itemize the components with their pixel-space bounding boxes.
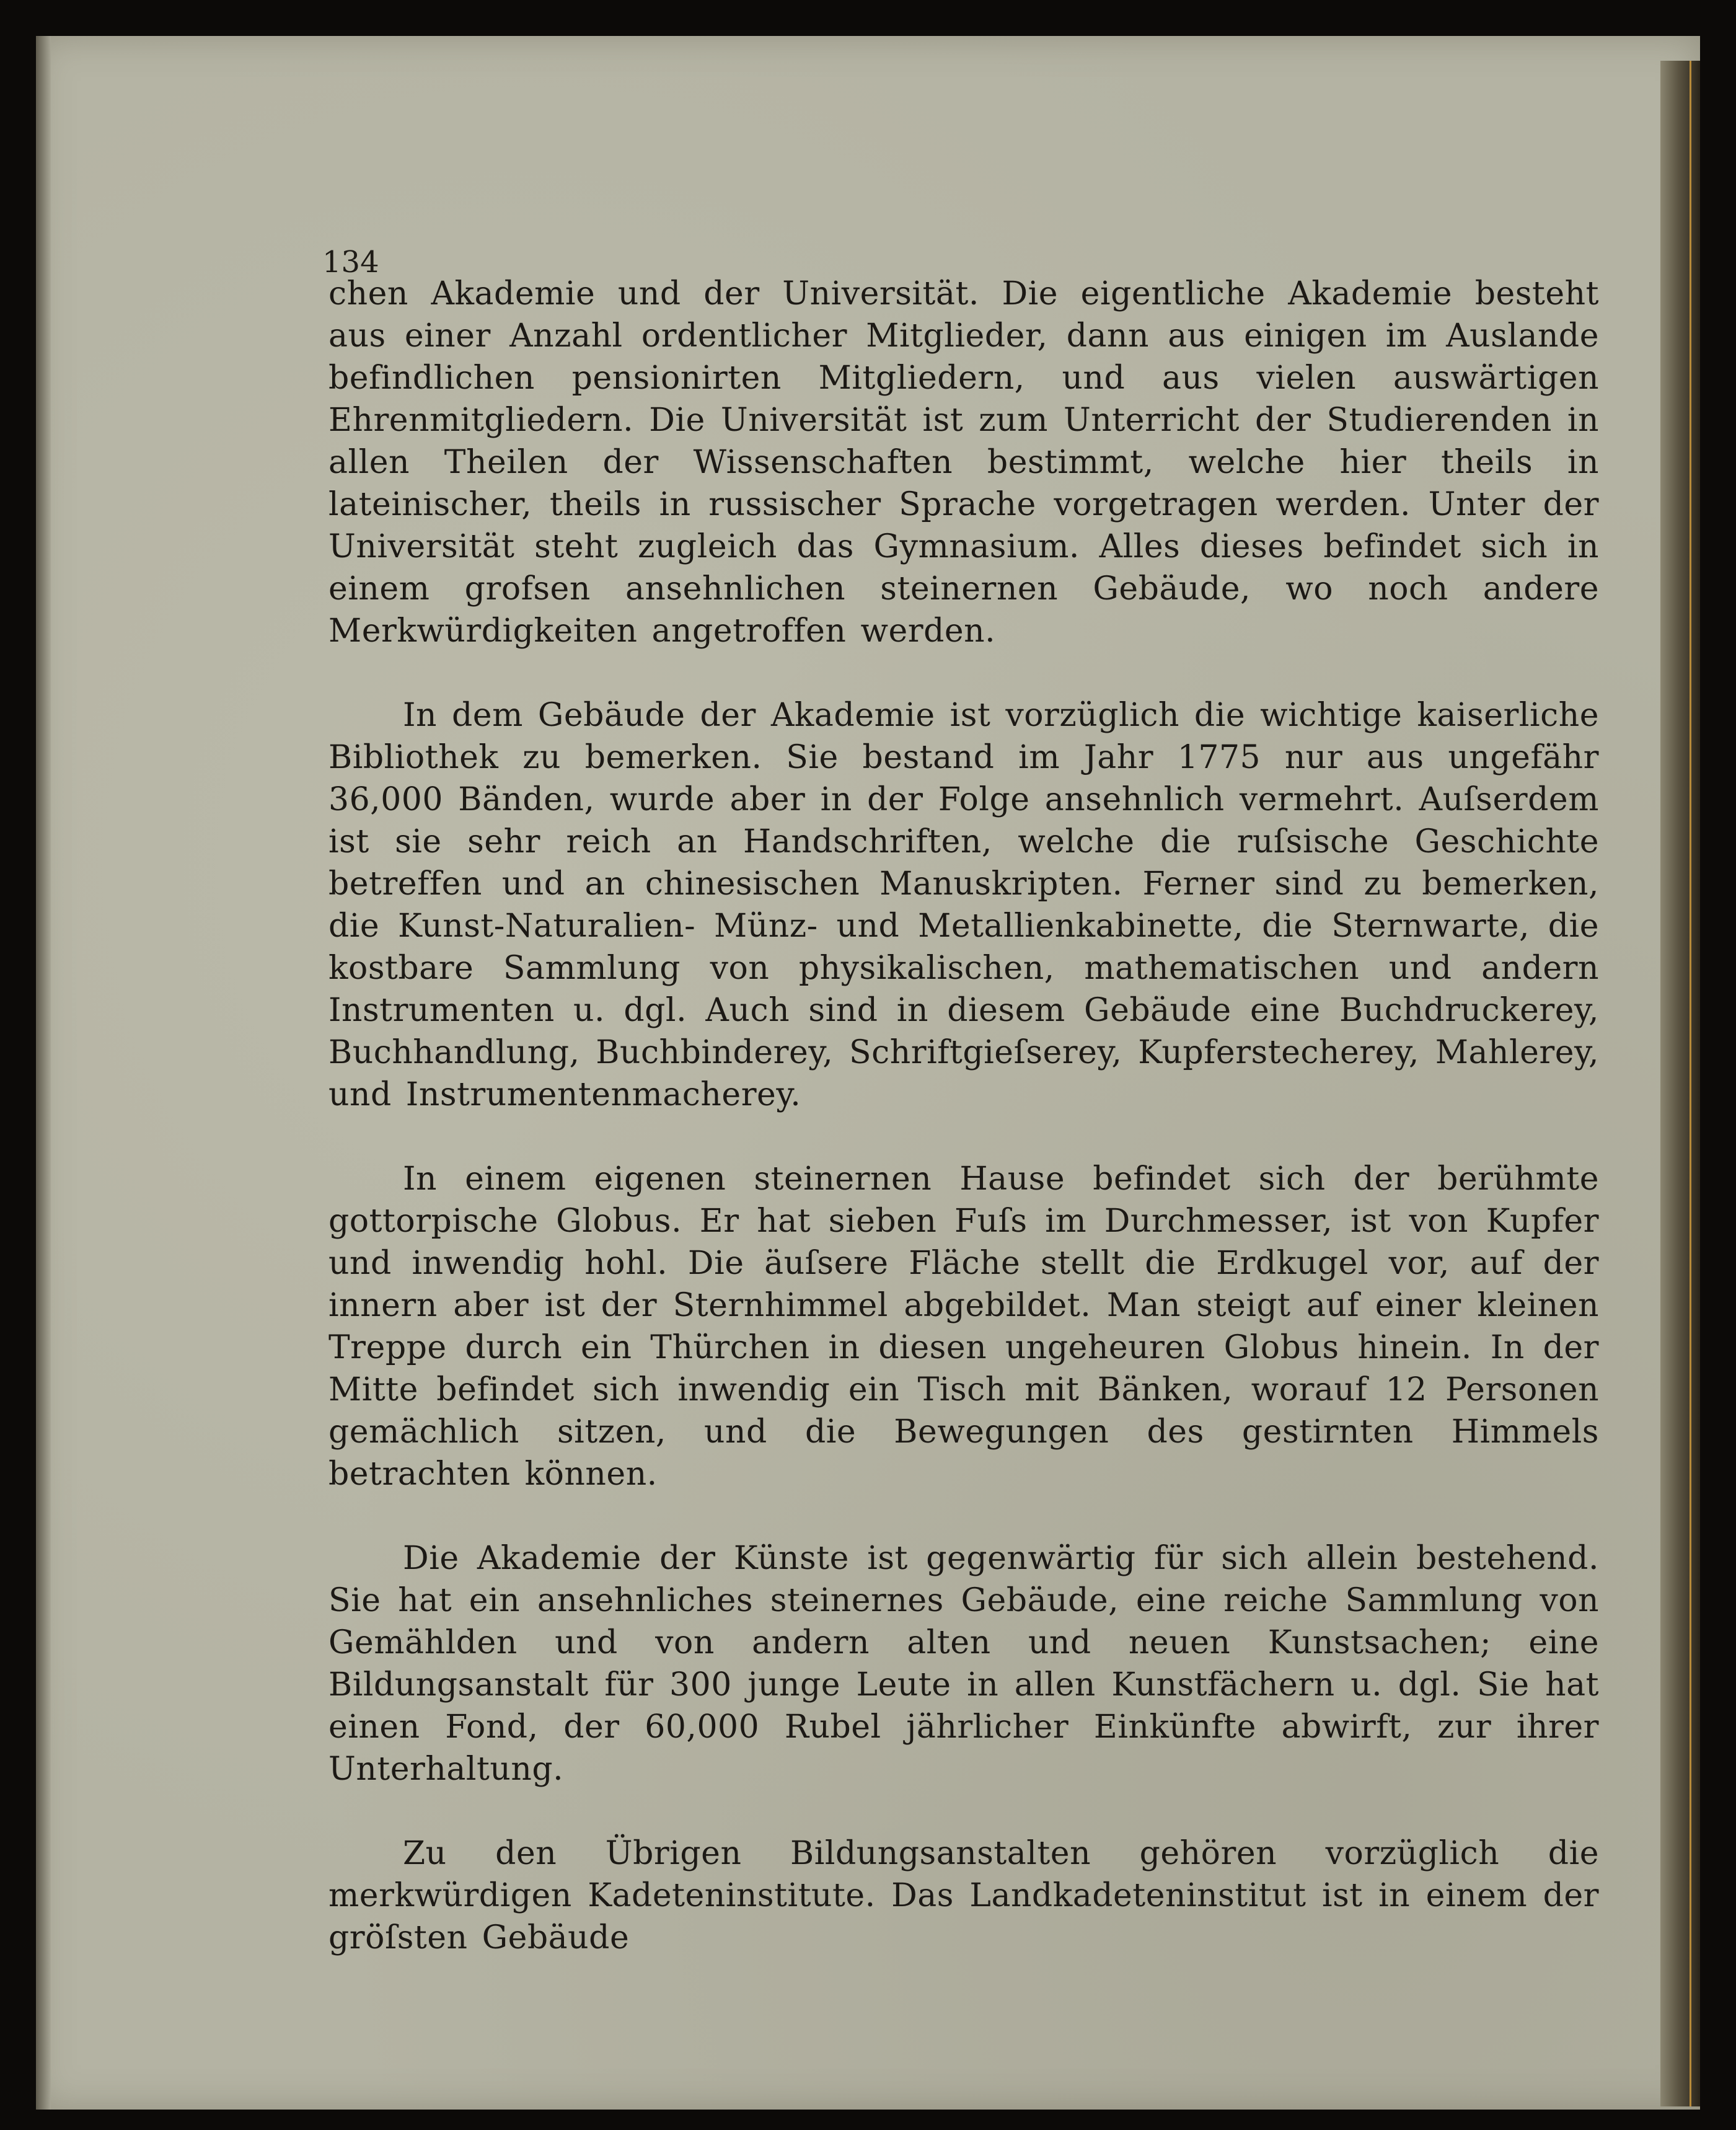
paragraph-continuation: chen Akademie und der Universität. Die eigentliche Akademie besteht aus einer Anzahl ordentlicher Mitglieder, dann aus einigen im Auslande befindlichen pensionirten Mitgliedern, und aus vielen auswärtigen Ehrenmitgliedern. Die Universität ist zum Unterricht der Studierenden in allen Theilen der Wissenschaften bestimmt, welche hier theils in lateinischer, theils in russischer Sprache vorgetragen werden. Unter der Universität steht zugleich das Gymnasium. Alles dieses befindet sich in einem grofsen ansehnlichen steinernen Gebäude, wo noch andere Merkwürdigkeiten angetroffen werden.	[328, 275, 1599, 650]
binding-thread	[1690, 61, 1691, 2106]
page-number: 134	[322, 245, 379, 280]
paragraph-library: In dem Gebäude der Akademie ist vorzüglich die wichtige kaiserliche Bibliothek zu bemerken. Sie bestand im Jahr 1775 nur aus ungefähr 36,000 Bänden, wurde aber in der Folge ansehnlich vermehrt. Auſserdem ist sie sehr reich an Handschriften, welche die ruſsische Geschichte betreffen und an chinesischen Manuskripten. Ferner sind zu bemerken, die Kunst-Naturalien- Münz- und Metallienkabinette, die Sternwarte, die kostbare Sammlung von physikalischen, mathematischen und andern Instrumenten u. dgl. Auch sind in diesem Gebäude eine Buchdruckerey, Buchhandlung, Buchbinderey, Schriftgieſserey, Kupferstecherey, Mahlerey, und Instrumentenmacherey.	[328, 697, 1599, 1113]
page-edge	[36, 36, 51, 2110]
body-text	[328, 273, 1599, 2001]
paragraph-cadet-institutes: Zu den Übrigen Bildungsanstalten gehören vorzüglich die merkwürdigen Kadeteninstitute. Das Landkadeteninstitut ist in einem der gröſsten Gebäude	[328, 1835, 1599, 1956]
book-gutter	[1660, 61, 1700, 2106]
paragraph-globus: In einem eigenen steinernen Hause befindet sich der berühmte gottorpische Globus. Er hat sieben Fuſs im Durchmesser, ist von Kupfer und inwendig hohl. Die äuſsere Fläche stellt die Erdkugel vor, auf der innern aber ist der Sternhimmel abgebildet. Man steigt auf einer kleinen Treppe durch ein Thürchen in diesen ungeheuren Globus hinein. In der Mitte befindet sich inwendig ein Tisch mit Bänken, worauf 12 Personen gemächlich sitzen, und die Bewegungen des gestirnten Himmels betrachten können.	[328, 1160, 1599, 1493]
paragraph-academy-of-arts: Die Akademie der Künste ist gegenwärtig für sich allein bestehend. Sie hat ein ansehnliches steinernes Gebäude, eine reiche Sammlung von Gemählden und von andern alten und neuen Kunstsachen; eine Bildungsanstalt für 300 junge Leute in allen Kunstfächern u. dgl. Sie hat einen Fond, der 60,000 Rubel jährlicher Einkünfte abwirft, zur ihrer Unterhaltung.	[328, 1540, 1599, 1788]
